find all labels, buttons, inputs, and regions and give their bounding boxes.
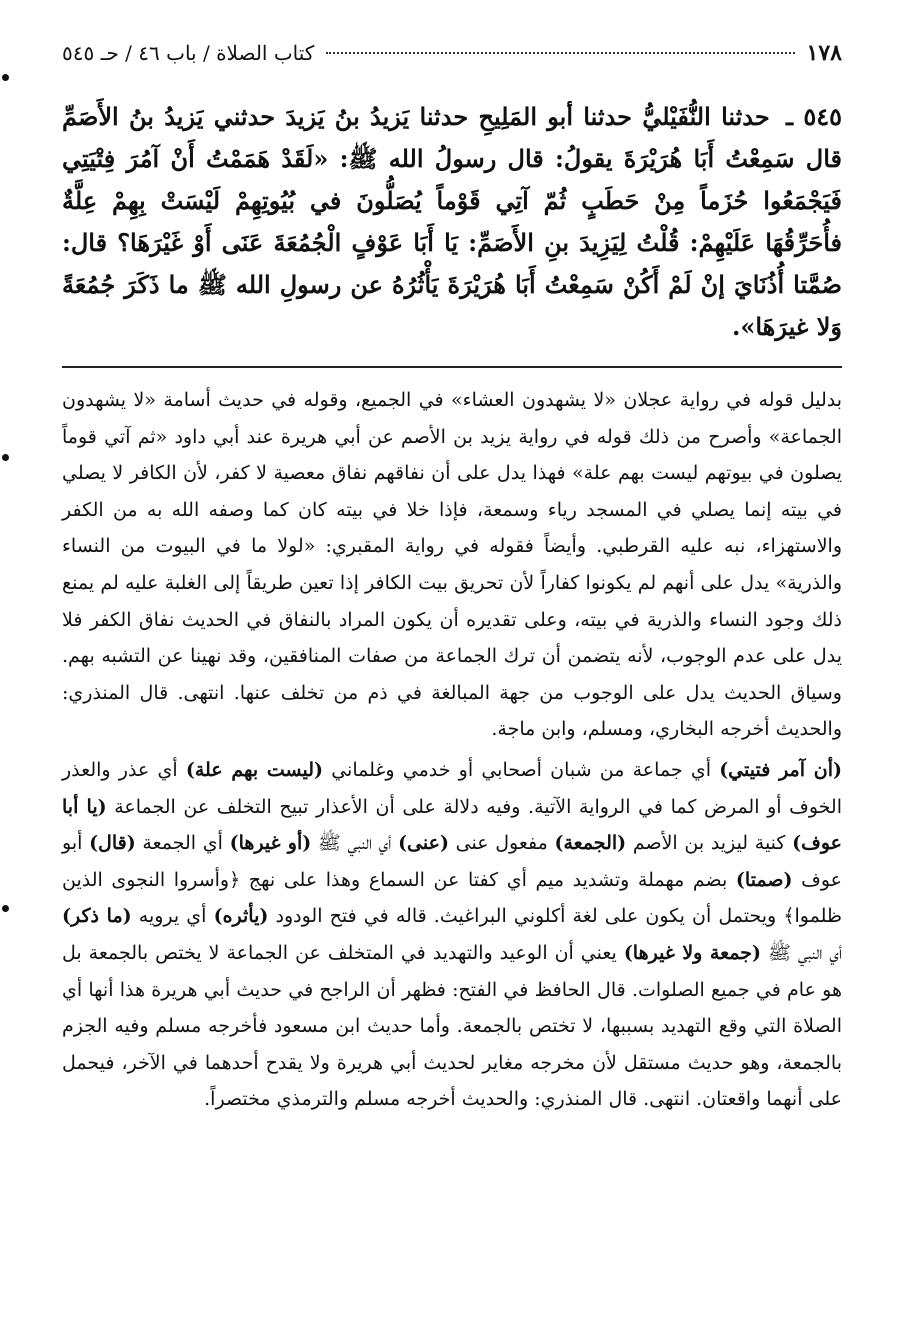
- commentary-text: بدليل قوله في رواية عجلان «لا يشهدون العشاء» في الجميع، وقوله في حديث أسامة «لا يشهدون الجماعة» وأصرح من ذلك قوله في رواية يزيد بن الأصم عن أبي هريرة عند أبي داود «ثم آتي قوماً يصلون في بيوتهم ليست بهم علة» فهذا يدل على أن نفاقهم نفاق معصية لا كفر، لأن الكافر لا يصلي في بيته إنما يصلي في المسجد رياء وسمعة، فإذا خلا في بيته كان كما وصفه الله به من الكفر والاستهزاء، نبه عليه القرطبي. وأيضاً فقوله في رواية المقبري: «لولا ما في البيوت من النساء والذرية» يدل على أنهم لم يكونوا كفاراً لأن تحريق بيت الكافر إذا تعين طريقاً إلى الغلبة عليه لم يمنع ذلك وجود النساء والذرية في بيته، وعلى تقديره أن يكون المراد بالنفاق في الحديث نفاق الكفر فلا يدل على عدم الوجوب، لأنه يتضمن أن ترك الجماعة من صفات المنافقين، وقد نهينا عن التشبه بهم. وسياق الحديث يدل على الوجوب من جهة المبالغة في ذم من تخلف عنها. انتهى. قال المنذري: والحديث أخرجه البخاري، ومسلم، وابن ماجة.: [62, 389, 842, 741]
- commentary-text: بضم مهملة وتشديد ميم أي كفتا عن السماع وهذا على نهج ﴿وأسروا النجوى الذين ظلموا﴾ ويحتمل أن يكون على لغة أكلوني البراغيث. قاله في فتح الودود: [62, 868, 842, 928]
- commentary-text: يعني أن الوعيد والتهديد في المتخلف عن الجماعة لا يختص بالجمعة بل هو عام في جميع الصلوات. قال الحافظ في الفتح: فظهر أن الراجح في حديث أبي هريرة هذا أنها أي الصلاة التي وقع التهديد بسببها، لا تختص بالجمعة. وأما حديث ابن مسعود فأخرجه مسلم وفيه الجزم بالجمعة، وهو حديث مستقل لأن مخرجه مغاير لحديث أبي هريرة ولا يقدح أحدهما في الآخر، فيحمل على أنهما واقعتان. انتهى. قال المنذري: والحديث أخرجه مسلم والترمذي مختصراً.: [62, 941, 842, 1111]
- lemma: (عنى): [398, 832, 449, 855]
- lemma: (جمعة ولا غيرها): [623, 941, 761, 964]
- commentary-text: أي النبي ﷺ: [760, 941, 843, 964]
- lemma: (الجمعة): [554, 832, 627, 855]
- page-number: ١٧٨: [806, 40, 842, 66]
- commentary-text: أي جماعة من شبان أصحابي أو خدمي وغلماني: [323, 758, 720, 781]
- lemma: (صمتا): [735, 868, 793, 891]
- lemma: (ما ذكر): [62, 905, 132, 928]
- commentary-paragraph: [62, 382, 842, 748]
- lemma: (أو غيرها): [229, 832, 312, 855]
- commentary-text: أي النبي ﷺ: [311, 832, 399, 855]
- commentary: [62, 382, 842, 1118]
- hadith-number: ٥٤٥ ـ: [786, 102, 842, 131]
- page-header: [62, 40, 842, 80]
- commentary-text: أي عذر والعذر الخوف أو المرض كما في الرواية الآتية. وفيه دلالة على أن الأعذار تبيح التخلف عن الجماعة: [62, 758, 842, 818]
- lemma: (ليست بهم علة): [185, 758, 324, 781]
- commentary-text: كنية ليزيد بن الأصم: [626, 832, 793, 855]
- running-title: كتاب الصلاة / باب ٤٦ / حـ ٥٤٥: [62, 41, 315, 65]
- commentary-text: أي يرويه: [131, 905, 214, 928]
- commentary-text: أي الجمعة: [135, 832, 230, 855]
- commentary-text: مفعول عنى: [448, 832, 555, 855]
- hadith-text: [62, 96, 842, 348]
- margin-mark: [2, 74, 9, 81]
- lemma: (يا أبا عوف): [62, 795, 842, 855]
- lemma: (قال): [89, 832, 136, 855]
- commentary-paragraph: [62, 752, 842, 1118]
- lemma: (أن آمر فتيتي): [719, 758, 843, 781]
- separator-rule: [62, 366, 842, 368]
- margin-mark: [2, 905, 9, 912]
- header-leader-dots: [326, 52, 794, 54]
- page: [62, 40, 842, 1118]
- lemma: (يأثره): [213, 905, 269, 928]
- margin-mark: [2, 454, 9, 461]
- commentary-text: أبو عوف: [62, 832, 842, 891]
- hadith-body: حدثنا النُّفَيْليُّ حدثنا أبو المَلِيحِ حدثنا يَزيدُ بنُ يَزيدَ حدثني يَزيدُ بنُ الأَصَمِّ قال سَمِعْتُ أَبَا هُرَيْرَةَ يقولُ: قال رسولُ الله ﷺ: «لَقَدْ هَمَمْتُ أَنْ آمُرَ فِتْيَتِي فَيَجْمَعُوا حُزَماً مِنْ حَطَبٍ ثُمّ آتِي قَوْماً يُصَلُّونَ في بُيُوتِهِمْ لَيْسَتْ بِهِمْ عِلَّةٌ فأُحَرِّقُهَا عَلَيْهِمْ: قُلْتُ لِيَزِيدَ بنِ الأَصَمِّ: يَا أَبَا عَوْفٍ الْجُمُعَةَ عَنَى أَوْ غَيْرَهَا؟ قال: صُمَّتا أُذُنَايَ إنْ لَمْ أَكُنْ سَمِعْتُ أَبَا هُرَيْرَةَ يَأْثُرُهُ عن رسولِ الله ﷺ ما ذَكَرَ جُمُعَةً وَلا غيرَهَا».: [62, 102, 842, 341]
